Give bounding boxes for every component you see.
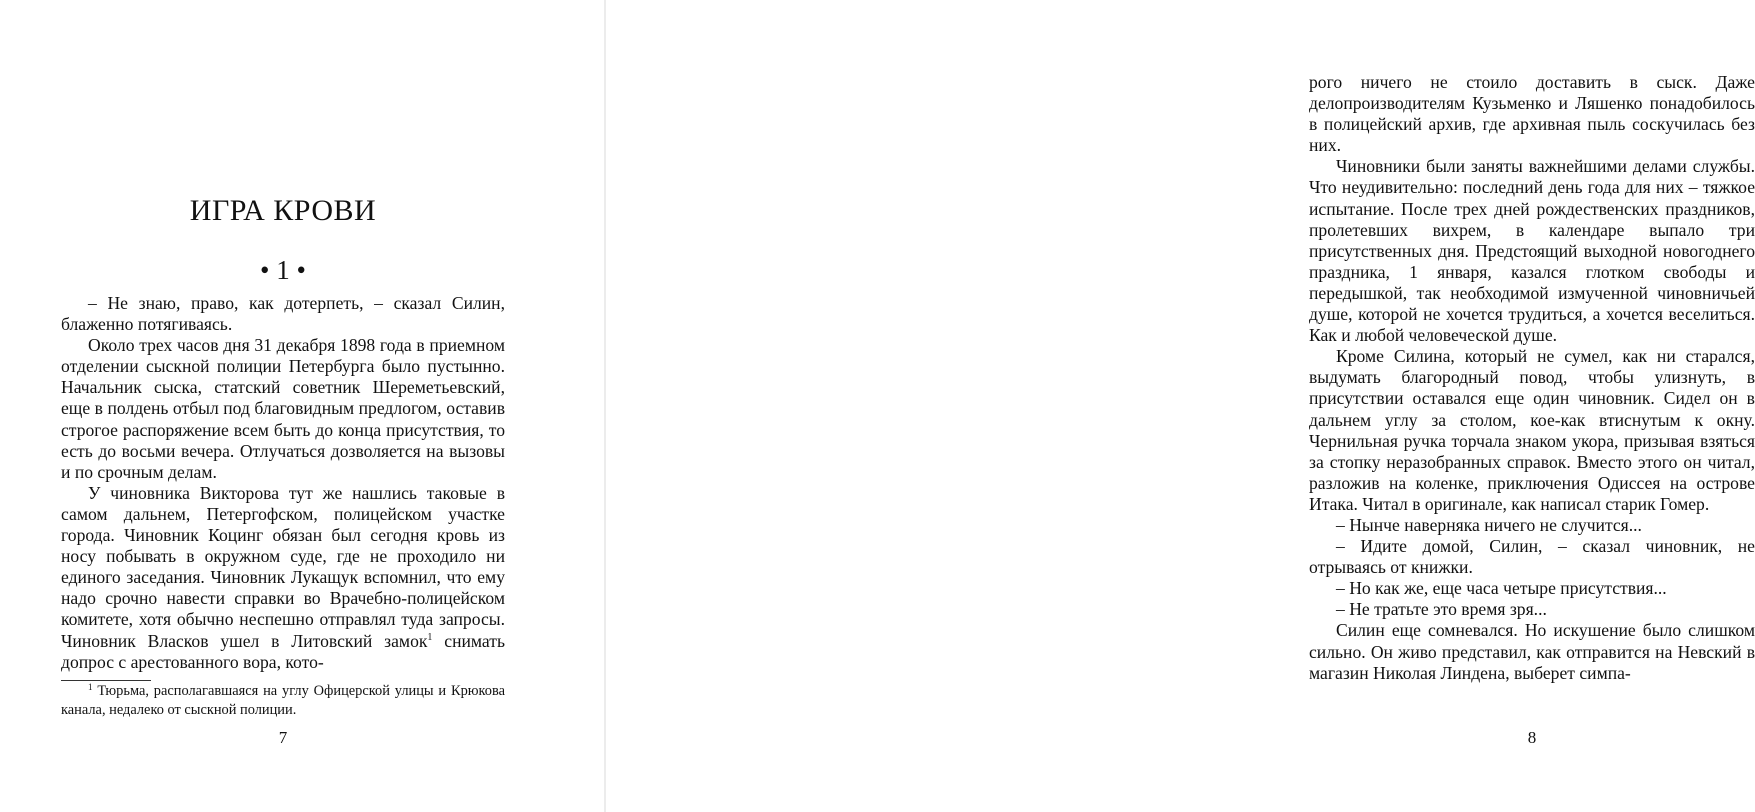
right-page	[606, 0, 1755, 812]
paragraph-text: У чиновника Викторова тут же нашлись таковые в самом дальнем, Петергофском, полицейском участке города. Чиновник Коцинг обязан был сегодня кровь из носу побывать в окружном суде, где не проходило ни единого заседания. Чиновник Лукащук вспомнил, что ему надо срочно навести справки во Врачебно-полицейском комитете, хотя обычно неспешно отправлял туда запросы. Чиновник Власков ушел в Литовский	[61, 482, 505, 651]
paragraph	[61, 483, 505, 673]
paragraph: – Нынче наверняка ничего не случится...	[1336, 514, 1642, 535]
left-page-text	[61, 293, 505, 673]
chapter-number: • 1 •	[260, 255, 306, 285]
right-page-text	[1309, 72, 1755, 684]
chapter-title: ИГРА КРОВИ	[189, 194, 377, 227]
paragraph: рого ничего не стоило доставить в сыск. Даже делопроизводителям Кузьменко и Ляшенко понадобилось в полицейский архив, где архивная пыль соскучилась без них.	[1309, 72, 1755, 156]
paragraph: Около трех часов дня 31 декабря 1898 года в приемном отделении сыскной полиции Петербурга было пустынно. Начальник сыска, статский советник Шереметьевский, еще в полдень отбыл под благовидным предлогом, оставив строгое распоряжение всем быть до конца присутствия, то есть до восьми вечера. Отлучаться дозволяется на вызовы и по срочным делам.	[61, 335, 505, 482]
paragraph: – Не тратьте это время зря...	[1336, 599, 1547, 620]
left-page	[0, 0, 604, 812]
footnote-text: Тюрьма, располагавшаяся на углу Офицерской улицы и Крюкова канала, недалеко от сыскной полиции.	[61, 683, 505, 718]
paragraph: Силин еще сомневался. Но искушение было слишком сильно. Он живо представил, как отправится на Невский в магазин Николая Линдена, выберет симпа-	[1309, 620, 1755, 683]
footnote-divider	[61, 680, 151, 681]
paragraph: Чиновники были заняты важнейшими делами службы. Что неудивительно: последний день года для них – тяжкое испытание. После трех дней рождественских праздников, пролетевших вихрем, в календаре выпало три присутственных дня. Предстоящий выходной новогоднего праздника, 1 января, казался глотком свободы и передышкой, так необходимой измученной чиновничьей душе, которой не хочется трудиться, а хочется веселиться. Как и любой человеческой душе.	[1309, 156, 1755, 346]
paragraph: Кроме Силина, который не сумел, как ни старался, выдумать благородный повод, чтобы улизнуть, в присутствии оставался еще один чиновник. Сидел он в дальнем углу за столом, кое-как втиснутым к окну. Чернильная ручка торчала знаком укора, призывая взяться за стопку неразобранных справок. Вместо этого он читал, разложив на коленке, приключения Одиссея на острове Итака. Читал в оригинале, как написал старик Гомер.	[1309, 346, 1755, 514]
paragraph: – Но как же, еще часа четыре присутствия...	[1336, 578, 1667, 599]
footnote-reference[interactable]: 1	[427, 631, 433, 643]
paragraph: – Идите домой, Силин, – сказал чиновник, не отрываясь от книжки.	[1309, 536, 1755, 578]
page-number: 7	[278, 728, 288, 747]
footnote-mark: 1	[88, 682, 93, 692]
page-number: 8	[1527, 728, 1537, 747]
paragraph: – Не знаю, право, как дотерпеть, – сказал Силин, блаженно потягиваясь.	[61, 293, 505, 335]
paragraph-text: снимать допрос с арестованного вора, кото-	[61, 630, 505, 672]
footnote	[61, 682, 505, 720]
paragraph-text: замок	[384, 630, 428, 651]
